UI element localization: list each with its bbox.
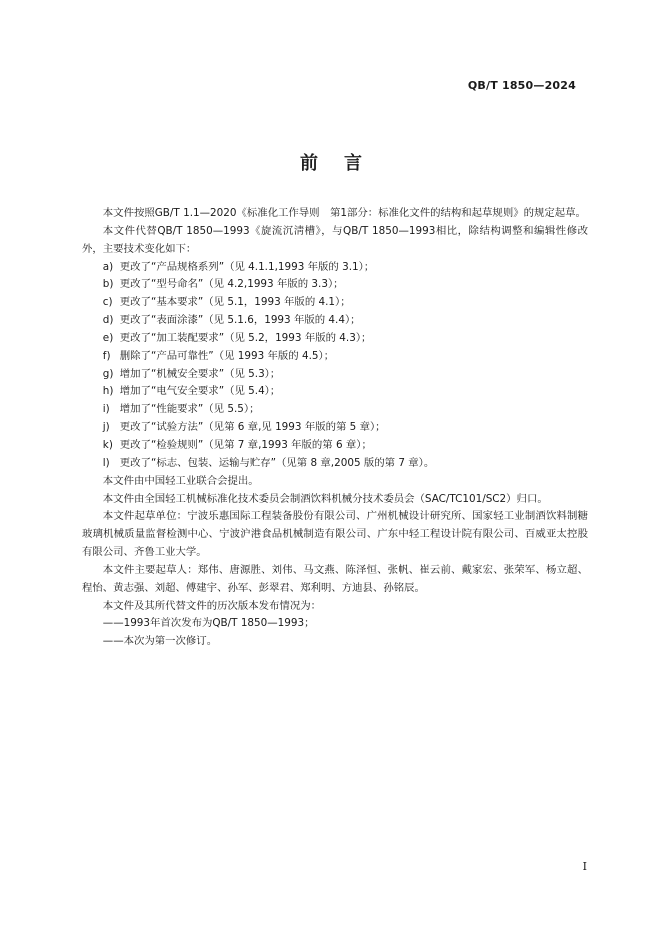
list-item	[82, 366, 588, 384]
list-text: 更改了“基本要求”（见 5.1，1993 年版的 4.1）；	[119, 296, 351, 309]
list-item	[82, 401, 588, 419]
list-item	[82, 312, 588, 330]
changes-list	[82, 259, 588, 473]
list-item	[82, 259, 588, 277]
paragraph-replacement: 本文件代替QB/T 1850—1993《旋流沉淸槽》，与QB/T 1850—1993相比，除结构调整和编辑性修改外，主要技术变化如下：	[82, 224, 588, 255]
list-letter: h)	[102, 385, 114, 398]
list-text: 增加了“电气安全要求”（见 5.4）；	[119, 385, 281, 398]
list-letter: d)	[102, 314, 114, 327]
paragraph-committee: 本文件由全国轻工机械标准化技术委员会制酒饮料机械分技术委员会（SAC/TC101/SC2）归口。	[102, 492, 548, 505]
page-title: 前言	[300, 153, 388, 174]
page-number: I	[582, 860, 587, 873]
list-letter: i)	[102, 403, 110, 416]
list-text: 删除了“产品可靠性”（见 1993 年版的 4.5）；	[119, 349, 335, 362]
paragraph-drafting-rules: 本文件按照GB/T 1.1—2020《标准化工作导则 第1部分：标准化文件的结构和起草规则》的规定起草。	[102, 207, 586, 219]
list-item	[82, 348, 588, 366]
list-letter: b)	[102, 278, 114, 291]
list-text: 增加了“机械安全要求”（见 5.3）；	[119, 367, 281, 380]
paragraph-history-intro: 本文件及其所代替文件的历次版本发布情况为：	[102, 599, 321, 612]
list-letter: e)	[102, 331, 114, 344]
list-letter: f)	[102, 349, 111, 362]
list-item	[82, 419, 588, 437]
list-letter: c)	[102, 296, 113, 309]
list-text: 更改了“加工装配要求”（见 5.2，1993 年版的 4.3）；	[119, 331, 372, 344]
standard-code: QB/T 1850—2024	[467, 79, 576, 92]
list-letter: j)	[102, 421, 110, 434]
list-text: 更改了“试验方法”（见第 6 章,见 1993 年版的第 5 章）；	[119, 421, 386, 434]
list-item	[82, 437, 588, 455]
list-item	[82, 383, 588, 401]
list-item	[82, 455, 588, 473]
list-text: 更改了“表面涂漆”（见 5.1.6，1993 年版的 4.4）；	[119, 314, 361, 327]
list-text: 更改了“标志、包装、运输与贮存”（见第 8 章,2005 版的第 7 章）。	[119, 456, 435, 469]
list-item	[82, 276, 588, 294]
history-item: ——本次为第一次修订。	[102, 635, 218, 648]
list-text: 更改了“型号命名”（见 4.2,1993 年版的 3.3）；	[119, 278, 344, 291]
history-item: ——1993年首次发布为QB/T 1850—1993；	[102, 617, 315, 630]
list-letter: k)	[102, 438, 113, 451]
list-letter: g)	[102, 367, 114, 380]
list-text: 增加了“性能要求”（见 5.5）；	[119, 403, 260, 416]
list-text: 更改了“检验规则”（见第 7 章,1993 年版的第 6 章）；	[119, 438, 372, 451]
list-text: 更改了“产品规格系列”（见 4.1.1,1993 年版的 3.1）；	[119, 260, 375, 273]
list-item	[82, 294, 588, 312]
paragraph-drafting-units: 本文件起草单位：宁波乐惠国际工程装备股份有限公司、广州机械设计研究所、国家轻工业制酒饮料制糖玻璃机械质量监督检测中心、宁波沪港食品机械制造有限公司、广东中轻工程设计院有限公司、百威亚太控股有限公司、齐鲁工业大学。	[82, 510, 588, 559]
list-item	[82, 330, 588, 348]
list-letter: a)	[102, 260, 114, 273]
list-letter: l)	[102, 456, 110, 469]
foreword-body	[82, 205, 588, 651]
paragraph-proposer: 本文件由中国轻工业联合会提出。	[102, 474, 259, 487]
paragraph-drafters: 本文件主要起草人：郑伟、唐源胜、刘伟、马文燕、陈泽恒、张帆、崔云前、戴家宏、张荣军、杨立超、程怡、黄志强、刘超、傅建宇、孙军、彭翠君、郑利明、方迪县、孙铭辰。	[82, 563, 588, 594]
